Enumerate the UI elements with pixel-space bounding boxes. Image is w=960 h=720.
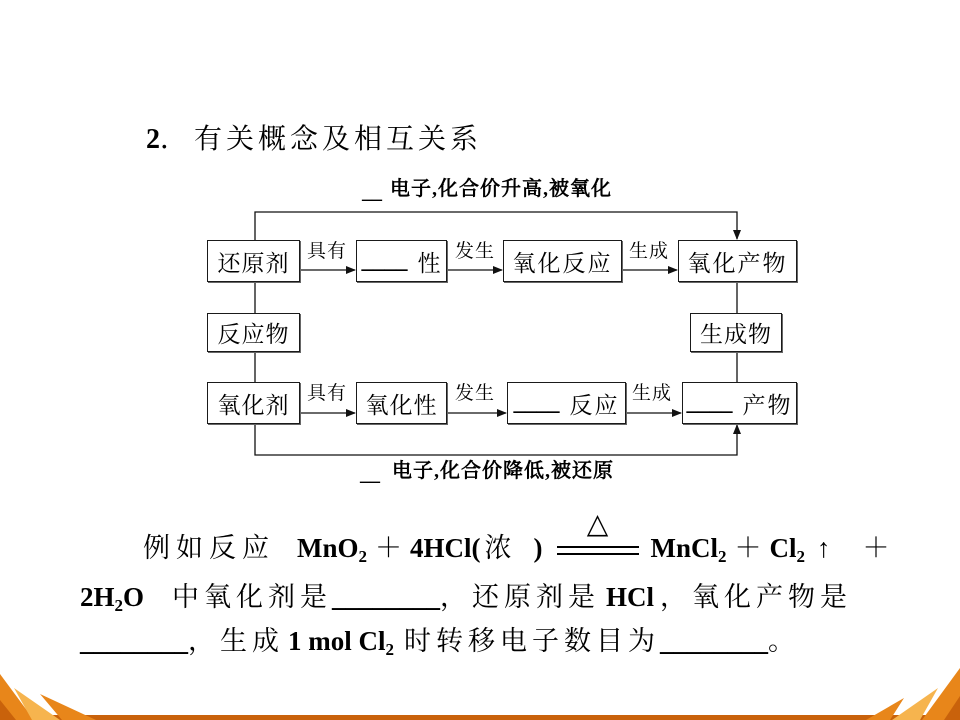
oxidant-label: 氧化剂	[217, 392, 290, 418]
reductant-undergo-label: 发生	[455, 241, 496, 262]
bottom-accent-bar	[0, 715, 960, 720]
reactants-box	[207, 313, 300, 352]
reactant-hcl: 4HCl(	[410, 533, 481, 563]
example-line-3	[80, 623, 800, 659]
subscript: 2	[358, 547, 368, 566]
upper-flow-blank: __	[362, 181, 382, 203]
section-heading	[146, 122, 482, 158]
products-box	[690, 313, 782, 352]
oxidation-product-box	[678, 240, 797, 282]
product-cl2-formula: Cl	[769, 533, 797, 563]
subscript: 2	[796, 547, 806, 566]
reductant-box	[207, 240, 300, 282]
reactant-mno2-formula: MnO	[297, 533, 359, 563]
concentrated-note: 浓	[484, 533, 512, 563]
plus-sign: ＋	[375, 533, 403, 563]
reduction-product-suffix: 产物	[742, 392, 793, 418]
reducing-property-suffix: 性	[417, 250, 442, 276]
lower-flow-blank: __	[360, 463, 380, 485]
reactant-hcl-close: )	[533, 533, 543, 563]
reductant-answer: HCl	[606, 582, 655, 612]
corner-decoration-left	[0, 674, 96, 720]
oxidation-reaction-box	[503, 240, 622, 282]
heating-condition: △	[586, 509, 609, 541]
oxidant-answer-blank: ________	[332, 582, 441, 612]
plus-sign: ＋	[734, 533, 762, 563]
chlorine-amount-text: 1 mol Cl	[288, 626, 386, 656]
oxidizing-property-box	[356, 382, 447, 424]
upper-flow-bracket	[255, 212, 737, 240]
upper-flow-label: 电子,化合价升高,被氧化	[390, 178, 612, 200]
subscript: 2	[718, 547, 727, 566]
reductant-have-label: 具有	[307, 241, 348, 262]
electron-transfer-question: 时转移电子数目为	[404, 626, 660, 656]
subscript: 2	[385, 640, 394, 659]
heading-separator: ．	[160, 124, 189, 155]
heading-text: 有关概念及相互关系	[194, 124, 483, 155]
oxidation-reaction-label: 氧化反应	[512, 250, 613, 276]
full-stop: 。	[768, 626, 800, 656]
example-line-2	[80, 579, 852, 615]
reductant-produce-label: 生成	[629, 241, 670, 262]
reaction-equals-sign	[557, 509, 639, 555]
reactant-mno2	[297, 533, 368, 566]
comma: ，	[660, 582, 693, 612]
reduction-reaction-box	[507, 382, 626, 424]
oxidant-box	[207, 382, 300, 424]
product-cl2	[769, 533, 806, 566]
reducing-property-blank: ____	[361, 248, 408, 273]
oxidant-produce-label: 生成	[632, 383, 673, 404]
reduction-product-blank: ____	[686, 390, 733, 415]
plus-sign: ＋	[862, 533, 890, 563]
example-line-1	[143, 509, 890, 566]
product-water-b: O	[123, 582, 145, 612]
oxidizing-property-label: 氧化性	[365, 392, 438, 418]
oxidant-undergo-label: 发生	[455, 383, 496, 404]
reducing-property-box	[356, 240, 447, 282]
example-intro: 例如反应	[143, 533, 275, 563]
lower-flow-bracket	[255, 424, 737, 455]
chlorine-amount	[288, 626, 394, 659]
reductant-question: 还原剂是	[472, 582, 601, 612]
product-water	[80, 582, 145, 615]
reductant-label: 还原剂	[217, 250, 290, 276]
produce-text: ，生成	[188, 626, 284, 656]
subscript: 2	[114, 596, 124, 615]
reduction-reaction-blank: ____	[513, 390, 560, 415]
product-mncl2-formula: MnCl	[650, 533, 719, 563]
heading-number: 2	[146, 124, 160, 155]
lower-flow-label: 电子,化合价降低,被还原	[392, 460, 614, 482]
oxidation-product-question: 氧化产物是	[692, 582, 853, 612]
oxidation-product-label: 氧化产物	[687, 250, 788, 276]
oxidant-question: 中氧化剂是	[172, 582, 333, 612]
reduction-reaction-suffix: 反应	[569, 392, 620, 418]
gas-arrow: ↑	[817, 533, 831, 563]
product-mncl2	[650, 533, 727, 566]
corner-decoration-right	[866, 668, 960, 720]
reduction-product-box	[682, 382, 797, 424]
reactants-label: 反应物	[217, 322, 290, 347]
comma: ，	[440, 582, 473, 612]
products-label: 生成物	[700, 322, 772, 347]
oxidant-have-label: 具有	[307, 383, 348, 404]
oxidation-product-answer-blank: ________	[80, 626, 188, 656]
electron-transfer-blank: ________	[660, 626, 768, 656]
product-water-a: 2H	[80, 582, 115, 612]
